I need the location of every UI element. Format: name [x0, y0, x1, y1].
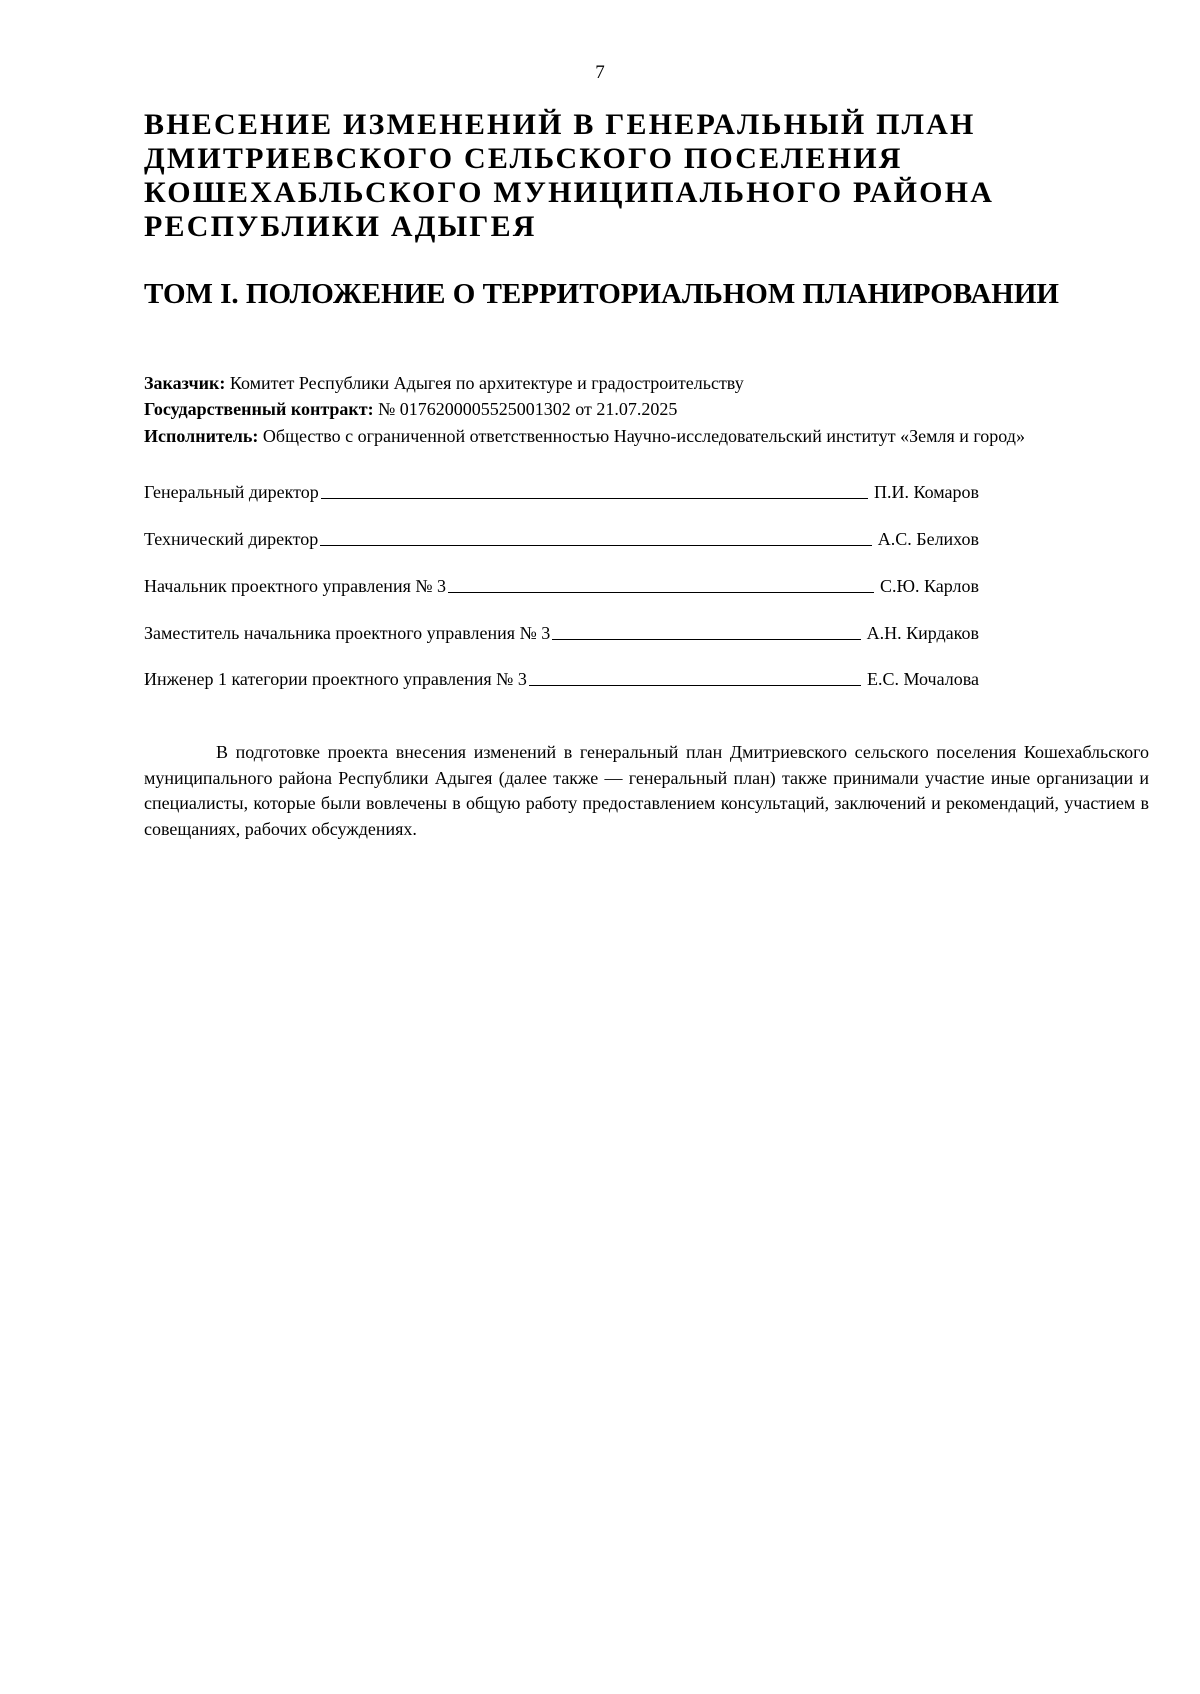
signature-line	[448, 592, 874, 593]
customer-line	[144, 372, 744, 394]
title-line: РЕСПУБЛИКИ АДЫГЕЯ	[144, 210, 537, 243]
contract-line	[144, 398, 677, 420]
title-line: КОШЕХАБЛЬСКОГО МУНИЦИПАЛЬНОГО РАЙОНА	[144, 176, 995, 209]
signature-row	[144, 526, 979, 550]
signature-position: Генеральный директор	[144, 482, 319, 502]
title-line: ВНЕСЕНИЕ ИЗМЕНЕНИЙ В ГЕНЕРАЛЬНЫЙ ПЛАН	[144, 108, 976, 141]
body-paragraph	[144, 740, 1149, 842]
signature-line	[320, 545, 872, 546]
executor-value: Общество с ограниченной ответственностью Научно-исследовательский институт «Земля и город»	[258, 426, 1025, 446]
executor-label: Исполнитель:	[144, 426, 259, 446]
signature-line	[529, 685, 861, 686]
signature-name: А.Н. Кирдаков	[866, 623, 979, 643]
signature-row	[144, 479, 979, 503]
body-paragraph-text: В подготовке проекта внесения изменений в генеральный план Дмитриевского сельского поселения Кошехабльского муниципального района Республики Адыгея (далее также — генеральный план) также принимали участие иные организации и специалисты, которые были вовлечены в общую работу предоставлением консультаций, заключений и рекомендаций, участием в совещаниях, рабочих обсуждениях.	[144, 742, 1149, 839]
signature-row	[144, 620, 979, 644]
page-number: 7	[595, 62, 605, 83]
signature-line	[321, 498, 868, 499]
signature-line	[552, 639, 860, 640]
customer-label: Заказчик:	[144, 373, 226, 393]
signature-name: С.Ю. Карлов	[879, 576, 979, 596]
signature-row	[144, 666, 979, 690]
volume-title: ТОМ I. ПОЛОЖЕНИЕ О ТЕРРИТОРИАЛЬНОМ ПЛАНИРОВАНИИ	[144, 278, 1059, 310]
signature-name: А.С. Белихов	[877, 529, 979, 549]
signature-position: Заместитель начальника проектного управления № 3	[144, 623, 551, 643]
signature-name: Е.С. Мочалова	[866, 669, 979, 689]
contract-value: № 0176200005525001302 от 21.07.2025	[373, 399, 678, 419]
signature-position: Начальник проектного управления № 3	[144, 576, 447, 596]
customer-value: Комитет Республики Адыгея по архитектуре и градостроительству	[225, 373, 744, 393]
signature-position: Технический директор	[144, 529, 319, 549]
executor-line	[144, 425, 1025, 447]
title-line: ДМИТРИЕВСКОГО СЕЛЬСКОГО ПОСЕЛЕНИЯ	[144, 142, 903, 175]
contract-label: Государственный контракт:	[144, 399, 374, 419]
signature-position: Инженер 1 категории проектного управления № 3	[144, 669, 527, 689]
signature-row	[144, 573, 979, 597]
document-title	[144, 108, 1104, 244]
signature-name: П.И. Комаров	[873, 482, 979, 502]
